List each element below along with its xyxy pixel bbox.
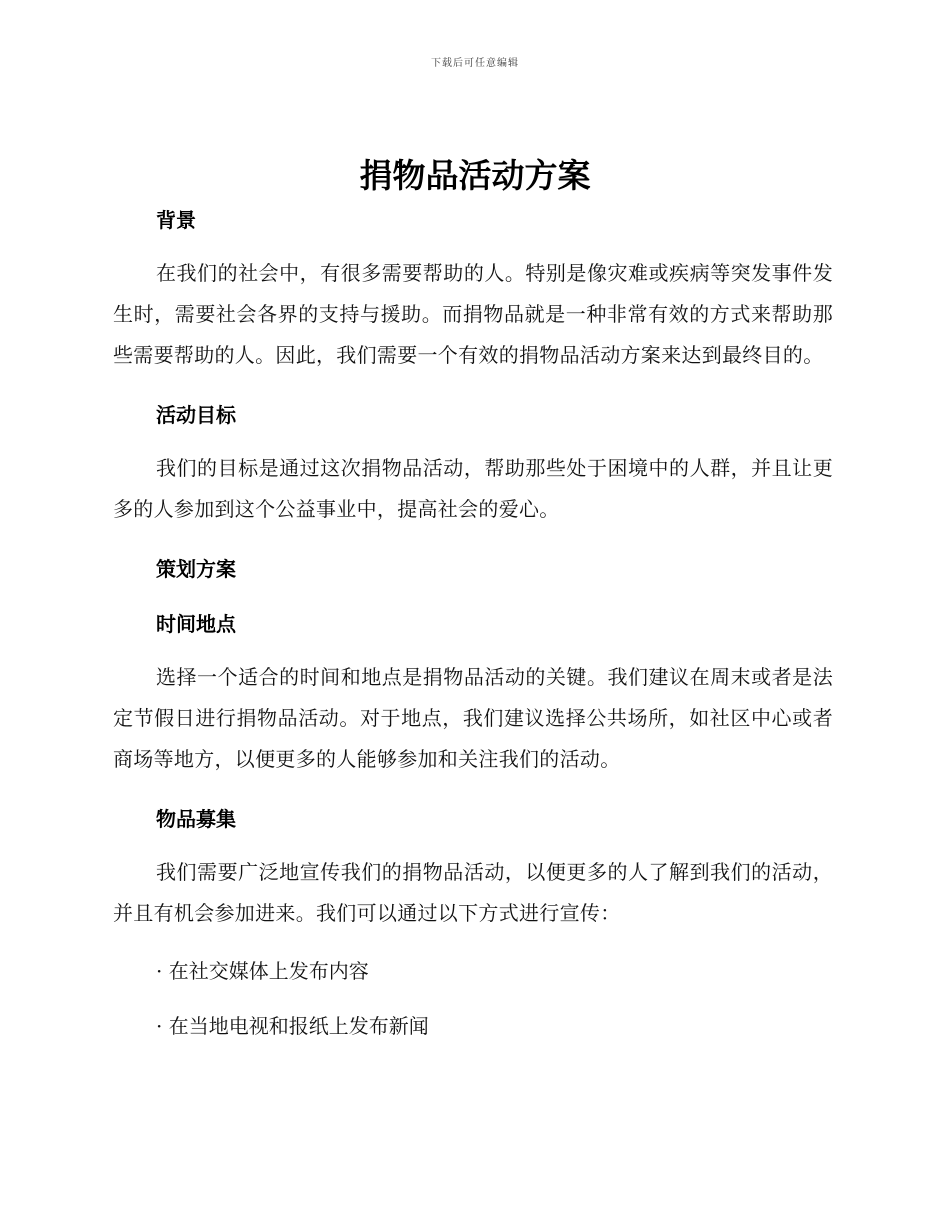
section-heading-plan: 策划方案 xyxy=(156,557,236,581)
section-heading-background: 背景 xyxy=(156,208,196,232)
document-body xyxy=(113,198,833,1061)
section-paragraph-background: 在我们的社会中，有很多需要帮助的人。特别是像灾难或疾病等突发事件发生时，需要社会各界的支持与援助。而捐物品就是一种非常有效的方式来帮助那些需要帮助的人。因此，我们需要一个有效的捐物品活动方案来达到最终目的。 xyxy=(113,261,833,367)
bullet-item-tv-newspaper: · 在当地电视和报纸上发布新闻 xyxy=(156,1014,429,1038)
document-title: 捐物品活动方案 xyxy=(359,156,591,195)
section-heading-time-place: 时间地点 xyxy=(156,612,236,636)
section-heading-goal: 活动目标 xyxy=(156,403,236,427)
section-heading-collection: 物品募集 xyxy=(156,807,236,831)
section-paragraph-collection: 我们需要广泛地宣传我们的捐物品活动，以便更多的人了解到我们的活动，并且有机会参加进来。我们可以通过以下方式进行宣传： xyxy=(113,860,833,925)
header-note: 下载后可任意编辑 xyxy=(431,58,519,69)
bullet-item-social-media: · 在社交媒体上发布内容 xyxy=(156,959,369,983)
section-paragraph-time-place: 选择一个适合的时间和地点是捐物品活动的关键。我们建议在周末或者是法定节假日进行捐物品活动。对于地点，我们建议选择公共场所，如社区中心或者商场等地方，以便更多的人能够参加和关注我们的活动。 xyxy=(113,665,833,771)
section-paragraph-goal: 我们的目标是通过这次捐物品活动，帮助那些处于困境中的人群，并且让更多的人参加到这个公益事业中，提高社会的爱心。 xyxy=(113,456,833,521)
